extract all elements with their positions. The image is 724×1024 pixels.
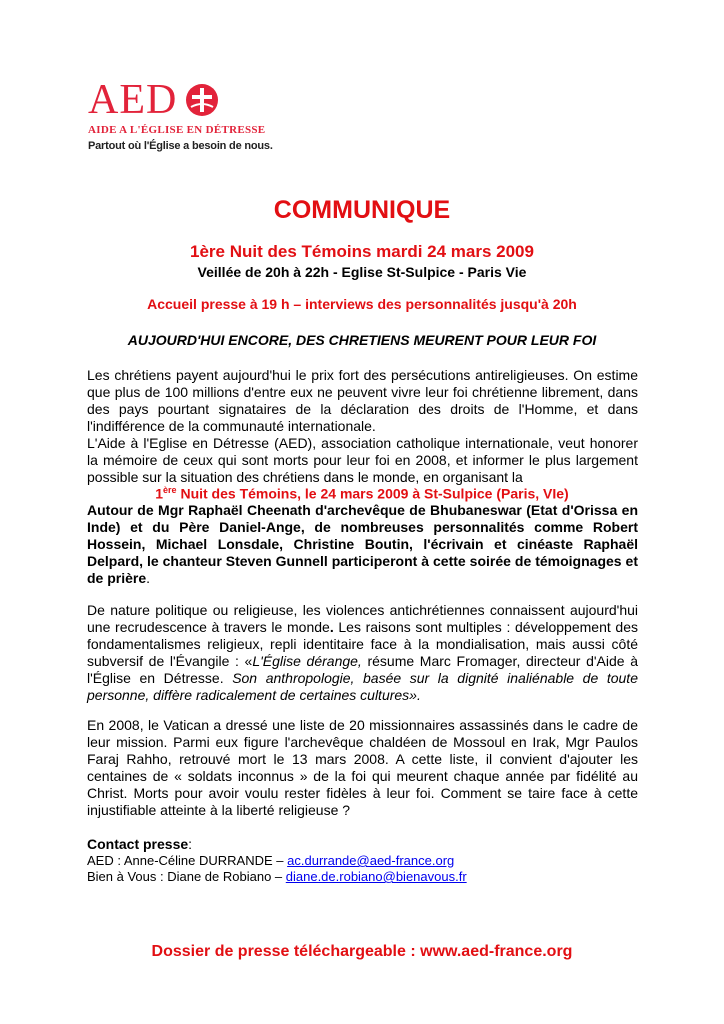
contact-aed-label: AED : Anne-Céline DURRANDE – [87,853,288,868]
paragraph-vatican: En 2008, le Vatican a dressé une liste de 20 missionnaires assassinés dans le cadre de leur mission. Parmi eux figure l'archevêque chaldéen de Mossoul en Irak, Mgr Paulos Faraj Rahho, retrouvé mort le 13 mars 2008. A cette liste, il convient d'ajouter les centaines de « soldats inconnus » de la foi qui meurent chaque année par fidélité au Christ. Morts pour avoir voulu rester fidèles à leur foi. Comment se taire face à cette injustifiable atteinte à la liberté religieuse ? [87,717,638,818]
press-contact [87,836,467,885]
footer-download: Dossier de presse téléchargeable : www.aed-france.org [151,943,573,960]
event-number: 1 [155,485,164,502]
aed-email-link[interactable]: ac.durrande@aed-france.org [287,853,455,868]
contact-aed [87,853,467,869]
violence-text-2: Les raisons sont multiples : développement des fondamentalismes religieux, repli identitaire face à la mondialisation, mais aussi côté subversif de l'Évangile : « [87,619,638,669]
aed-logo [88,78,288,152]
violence-text-3: résume Marc Fromager, directeur d'Aide à l'Église en Détresse. [87,653,638,686]
press-welcome: Accueil presse à 19 h – interviews des personnalités jusqu'à 20h [147,296,577,312]
violence-text-1: De nature politique ou religieuse, les violences antichrétiennes connaissent aujourd'hui une recrudescence à travers le monde [87,602,638,635]
logo-acronym: AED [88,77,178,123]
event-subtitle: 1ère Nuit des Témoins mardi 24 mars 2009 [190,242,534,261]
headline: AUJOURD'HUI ENCORE, DES CHRETIENS MEURENT POUR LEUR FOI [127,332,597,348]
contact-bav [87,869,467,885]
cross-emblem-icon [185,83,219,117]
event-line [0,485,724,502]
bav-email-link[interactable]: diane.de.robiano@bienavous.fr [285,869,467,884]
contact-heading-line [87,836,467,853]
personalities-end: . [146,570,151,586]
paragraph-personalities [87,502,638,587]
violence-quote-2: Son anthropologie, basée sur la dignité inaliénable de toute personne, diffère radicalement de certaines cultures». [87,670,638,703]
logo-tagline: Partout où l'Église a besoin de nous. [88,140,273,152]
violence-dot: . [329,619,334,635]
event-text: Nuit des Témoins, le 24 mars 2009 à St-Sulpice (Paris, VIe) [176,485,569,502]
page-title: COMMUNIQUE [273,196,451,224]
vigil-details: Veillée de 20h à 22h - Eglise St-Sulpice - Paris Vie [197,264,527,280]
contact-heading: Contact presse [87,836,189,852]
event-superscript: ère [163,485,177,495]
violence-quote-1: L'Église dérange, [252,653,362,669]
paragraph-persecution: Les chrétiens payent aujourd'hui le prix fort des persécutions antireligieuses. On estime que plus de 100 millions d'entre eux ne peuvent vivre leur foi chrétienne librement, dans des pays pourtant signataires de la déclaration des droits de l'Homme, et dans l'indifférence de la communauté internationale. [87,367,638,434]
paragraph-aed: L'Aide à l'Eglise en Détresse (AED), association catholique internationale, veut honorer la mémoire de ceux qui sont morts pour leur foi en 2008, et informer le plus largement possible sur la situation des chrétiens dans le monde, en organisant la [87,435,638,485]
contact-colon: : [188,836,193,852]
paragraph-intro [87,367,638,486]
contact-bav-label: Bien à Vous : Diane de Robiano – [87,869,286,884]
logo-name: AIDE A L'ÉGLISE EN DÉTRESSE [88,124,266,136]
paragraph-violence [87,602,638,704]
personalities-text: Autour de Mgr Raphaël Cheenath d'archevêque de Bhubaneswar (Etat d'Orissa en Inde) et du Père Daniel-Ange, de nombreuses personnalités comme Robert Hossein, Michael Lonsdale, Christine Boutin, l'écrivain et cinéaste Raphaël Delpard, le chanteur Steven Gunnell participeront à cette soirée de témoignages et de prière [87,502,638,586]
